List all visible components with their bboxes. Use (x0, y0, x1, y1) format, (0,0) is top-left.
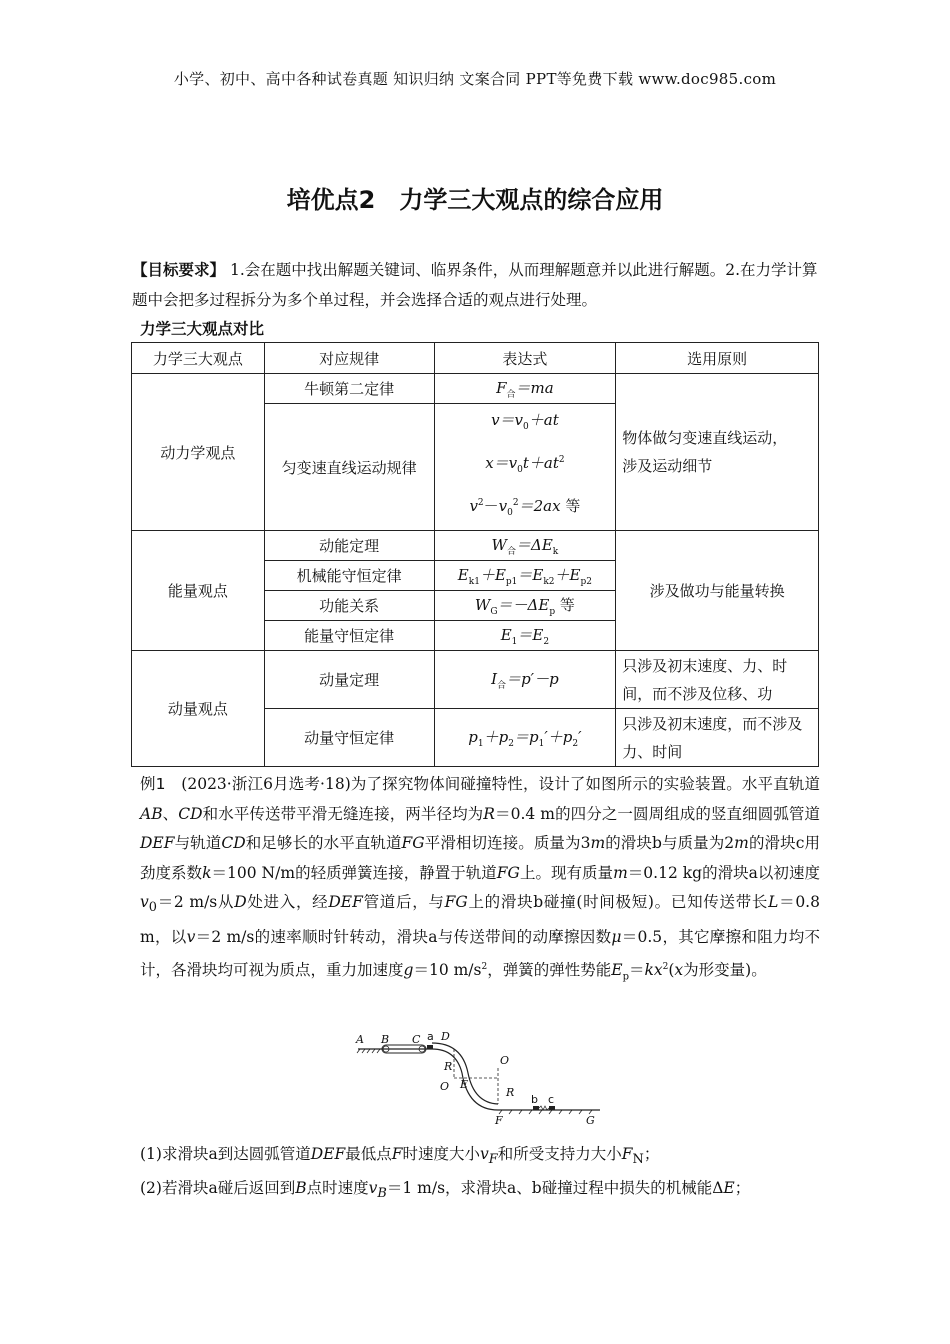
label-D: D (441, 1030, 450, 1043)
formula-suffix: 等 (565, 497, 581, 515)
question-text: 和所受支持力大小 (497, 1145, 622, 1163)
principle-dynamics (616, 374, 819, 531)
label-b: b (531, 1093, 538, 1106)
header-cell: 对应规律 (264, 343, 434, 374)
formula-impulse: $I_合=p'-p$ (434, 651, 616, 709)
law-newton-second: 牛顿第二定律 (264, 374, 434, 404)
example-text: 与轨道 (174, 834, 222, 853)
formula-work-energy: $W_合=\Delta E_k$ (434, 531, 616, 561)
example-source: (2023·浙江6月选考·18) (181, 775, 351, 793)
example-1: 例1 (2023·浙江6月选考·18)为了探究物体间碰撞特性，设计了如图所示的实验装置。水平直轨道AB、CD和水平传送带平滑无缝连接，两半径均为R＝0.4 m的四分之一圆周组成的竖直细圆弧管道DEF与轨道CD和足够长的水平直轨道FG平滑相切连接。质量为3m的滑块b与质量为2m的滑块c用劲度系数k＝100 N/m的轻质弹簧连接，静置于轨道FG上。现有质量m＝0.12 kg的滑块a以初速度$v_0=2$ m/s从D处进入，经DEF管道后，与FG上的滑块b碰撞(时间极短)。已知传送带长L＝0.8 m，以v＝2 m/s的速率顺时针转动，滑块a与传送带间的动摩擦因数μ＝0.5，其它摩擦和阻力均不计，各滑块均可视为质点，重力加速度g＝10 $m/s^2$，弹簧的弹性势能$E_p=kx^2(x$为形变量)。 (140, 775, 820, 982)
example-text: 的滑块a以初速度 (702, 863, 820, 882)
example-text: 上。现有质量 (519, 863, 614, 882)
question-text: 时速度大小 (402, 1145, 480, 1163)
example-text: 上的滑块b碰撞(时间极短)。已知传送带长 (467, 893, 769, 912)
principle-momentum-theorem: 只涉及初末速度、力、时间，而不涉及位移、功 (616, 651, 819, 709)
header-cell: 力学三大观点 (132, 343, 265, 374)
goal-paragraph (132, 255, 822, 315)
formula-suffix: 等 (559, 596, 575, 614)
example-text: 的滑块c用劲度系数 (140, 834, 820, 882)
header-cell: 表达式 (434, 343, 616, 374)
page-header: 小学、初中、高中各种试卷真题 知识归纳 文案合同 PPT等免费下载 www.doc985.com (173, 70, 777, 88)
example-text: ，弹簧的弹性势能 (487, 960, 612, 979)
label-A: A (356, 1033, 364, 1046)
example-text: 处进入，经 (246, 893, 329, 912)
slider-a (427, 1045, 433, 1049)
example-text: 和水平传送带平滑无缝连接，两半径均为 (202, 804, 484, 823)
label-c: c (548, 1093, 555, 1106)
table-row (132, 531, 819, 561)
law-momentum-conservation: 动量守恒定律 (264, 709, 434, 767)
question-text: 点时速度 (306, 1179, 369, 1197)
table-row (132, 651, 819, 709)
slider-c (549, 1106, 555, 1110)
header-cell: 选用原则 (616, 343, 819, 374)
question-text: 最低点 (345, 1145, 392, 1163)
label-G: G (586, 1114, 595, 1127)
law-work-energy-relation: 功能关系 (264, 591, 434, 621)
goal-tag: 【目标要求】 (132, 261, 226, 279)
label-R1: R (444, 1060, 453, 1073)
view-momentum: 动量观点 (132, 651, 265, 767)
table-caption: 力学三大观点对比 (140, 320, 265, 338)
label-O1: O (440, 1080, 450, 1093)
table-header-row (132, 343, 819, 374)
law-uniform-acceleration: 匀变速直线运动规律 (264, 404, 434, 531)
example-text: 和足够长的水平直轨道 (245, 834, 402, 853)
table-row (132, 374, 819, 404)
formula-mech-energy: $E_{k1}+E_{p1}=E_{k2}+E_{p2}$ (434, 561, 616, 591)
principle-energy: 涉及做功与能量转换 (616, 531, 819, 651)
question-1: (1)求滑块a到达圆弧管道DEF最低点F时速度大小$v_F$和所受支持力大小$F_N$； (140, 1145, 660, 1168)
example-text: 为了探究物体间碰撞特性，设计了如图所示的实验装置。水平直轨道 (350, 775, 820, 793)
label-F: F (495, 1114, 503, 1127)
law-kinetic-energy-theorem: 动能定理 (264, 531, 434, 561)
example-text: 的滑块b与质量为2 (605, 834, 735, 853)
example-text: 的四分之一圆周组成的竖直细圆弧管道 (554, 804, 820, 823)
view-dynamics: 动力学观点 (132, 374, 265, 531)
law-mechanical-energy-conservation: 机械能守恒定律 (264, 561, 434, 591)
view-energy: 能量观点 (132, 531, 265, 651)
label-E: E (460, 1078, 469, 1091)
question-2: (2)若滑块a碰后返回到B点时速度$v_B=1$ m/s，求滑块a、b碰撞过程中损失的机械能ΔE； (140, 1179, 751, 1202)
principle-dynamics-line1: 物体做匀变速直线运动， (622, 429, 788, 447)
slider-b (533, 1106, 539, 1110)
formula-kinematics: $v=v_0+at$ $x=v_0t+at^2$ $v^2-v_0^2=2ax$ 等 (434, 404, 616, 531)
example-text: 平滑相切连接。质量为3 (424, 834, 591, 853)
apparatus-diagram (350, 1028, 610, 1132)
label-a: a (427, 1030, 434, 1043)
example-text: 从 (217, 893, 235, 912)
formula-energy-conservation: $E_1=E_2$ (434, 621, 616, 651)
question-text: ，求滑块a、b碰撞过程中损失的机械能Δ (445, 1179, 724, 1197)
example-text: ，其它摩擦和阻力均不计，各滑块均可视为质点，重力加速度 (140, 928, 820, 979)
example-label: 例1 (140, 775, 166, 793)
principle-dynamics-line2: 涉及运动细节 (622, 457, 713, 475)
question-text: (1)求滑块a到达圆弧管道 (140, 1145, 311, 1163)
principle-momentum-conservation: 只涉及初末速度，而不涉及力、时间 (616, 709, 819, 767)
label-R2: R (506, 1086, 515, 1099)
page-title: 培优点2 力学三大观点的综合应用 (286, 186, 664, 214)
label-O2: O (500, 1054, 510, 1067)
example-text: ，以 (154, 928, 187, 947)
example-text: 的轻质弹簧连接，静置于轨道 (295, 863, 497, 882)
law-energy-conservation: 能量守恒定律 (264, 621, 434, 651)
label-C: C (412, 1033, 421, 1046)
goal-text: 1.会在题中找出解题关键词、临界条件，从而理解题意并以此进行解题。2.在力学计算题中会把多过程拆分为多个单过程，并会选择合适的观点进行处理。 (132, 261, 818, 309)
question-text: (2)若滑块a碰后返回到 (140, 1179, 296, 1197)
example-text: 的速率顺时针转动，滑块a与传送带间的动摩擦因数 (254, 928, 612, 947)
example-text: 管道后，与 (362, 893, 445, 912)
formula-newton: $F_合=ma$ (434, 374, 616, 404)
example-text: 为形变量)。 (683, 960, 767, 979)
label-B: B (381, 1033, 390, 1046)
formula-momentum-conservation: $p_1+p_2=p_1'+p_2'$ (434, 709, 616, 767)
formula-gravity-work: $W_G=-\Delta E_p$ 等 (434, 591, 616, 621)
law-impulse-momentum: 动量定理 (264, 651, 434, 709)
comparison-table (131, 342, 819, 767)
